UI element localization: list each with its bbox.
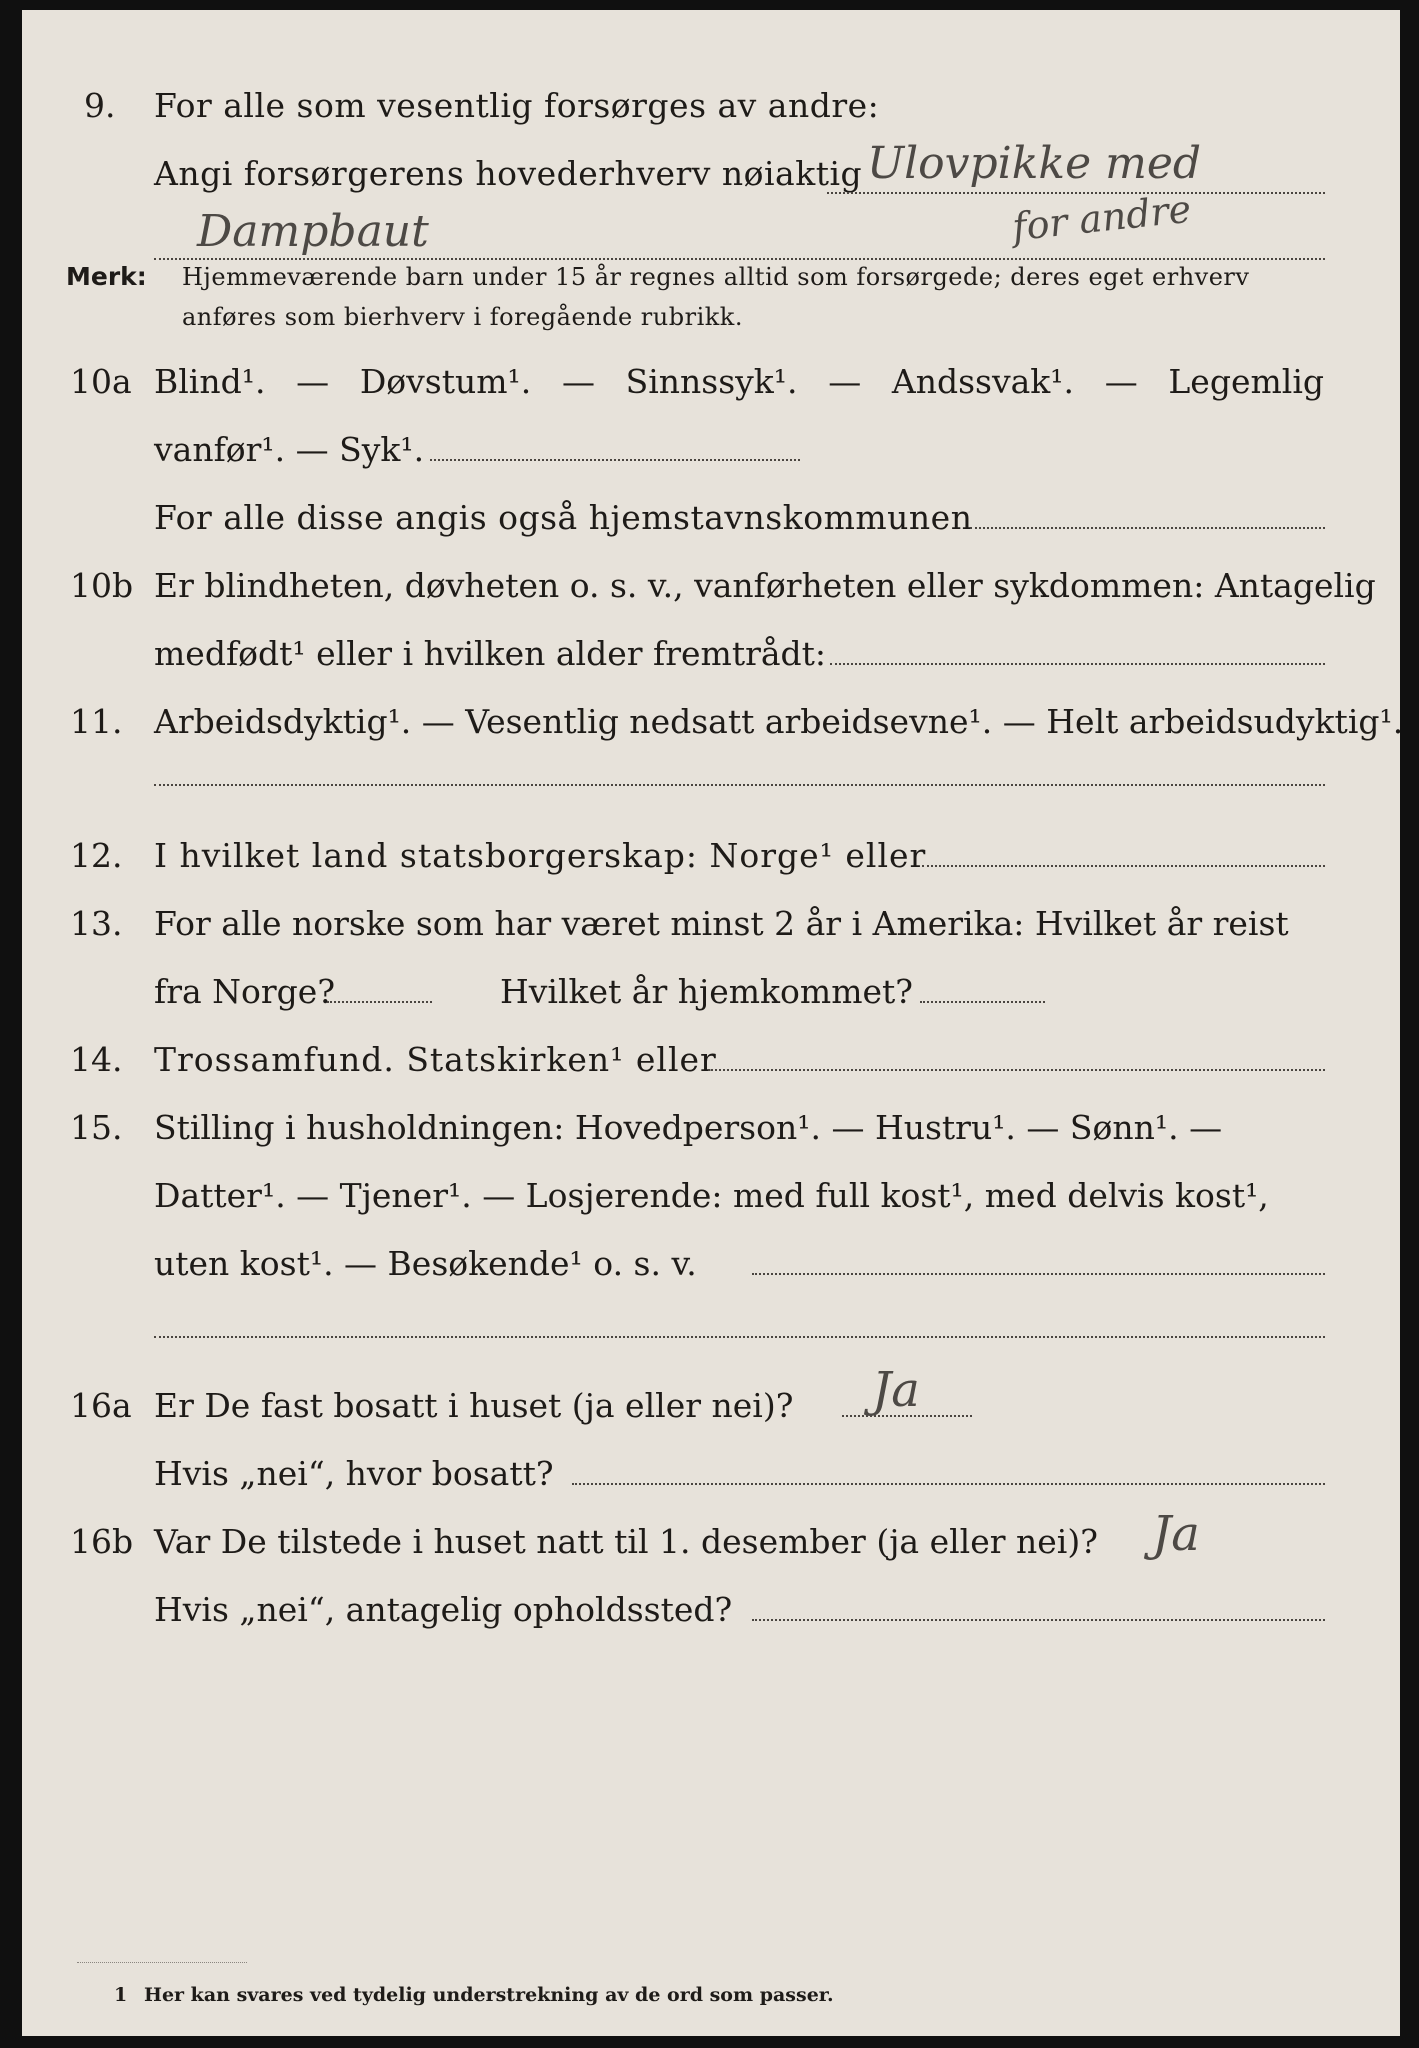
q16a-residence-rule bbox=[572, 1483, 1325, 1485]
q15-status-rule bbox=[752, 1273, 1325, 1275]
q12-country-rule bbox=[922, 865, 1325, 867]
q16b-line1: Var De tilstede i huset natt til 1. desember (ja eller nei)? bbox=[154, 1522, 1098, 1561]
q13-number: 13. bbox=[70, 904, 123, 943]
q15-line2: Datter¹. — Tjener¹. — Losjerende: med full kost¹, med delvis kost¹, bbox=[154, 1176, 1269, 1215]
q16b-location-rule bbox=[752, 1619, 1325, 1621]
q16a-line1: Er De fast bosatt i huset (ja eller nei)? bbox=[154, 1386, 794, 1425]
q10a-line3: For alle disse angis også hjemstavnskommunen bbox=[154, 498, 973, 537]
q14-line1: Trossamfund. Statskirken¹ eller bbox=[154, 1040, 717, 1079]
merk-line1: Hjemmeværende barn under 15 år regnes alltid som forsørgede; deres eget erhverv bbox=[182, 263, 1250, 291]
q9-handwritten-margin-note: for andre bbox=[1010, 186, 1194, 250]
q16b-handwritten-answer: Ja bbox=[1152, 1506, 1200, 1562]
q9-line2: Angi forsørgerens hovederhverv nøiaktig bbox=[154, 154, 863, 193]
q16b-line2: Hvis „nei“, antagelig opholdssted? bbox=[154, 1590, 733, 1629]
q11-line1: Arbeidsdyktig¹. — Vesentlig nedsatt arbeidsevne¹. — Helt arbeidsudyktig¹. bbox=[154, 702, 1404, 741]
q10a-sick-rule bbox=[430, 459, 800, 461]
footnote-text: Her kan svares ved tydelig understrekning av de ord som passer. bbox=[144, 1984, 834, 2006]
footnote-separator bbox=[77, 1962, 247, 1963]
q13-line2a: fra Norge? bbox=[154, 972, 336, 1011]
q10b-line2: medfødt¹ eller i hvilken alder fremtrådt: bbox=[154, 634, 827, 673]
q10a-number: 10a bbox=[70, 362, 132, 401]
q13-line1: For alle norske som har været minst 2 år i Amerika: Hvilket år reist bbox=[154, 904, 1289, 943]
q10a-line2: vanfør¹. — Syk¹. bbox=[154, 430, 425, 469]
q11-answer-rule bbox=[154, 784, 1325, 786]
q13-line2b: Hvilket år hjemkommet? bbox=[500, 972, 913, 1011]
q14-religion-rule bbox=[708, 1069, 1325, 1071]
q15-line1: Stilling i husholdningen: Hovedperson¹. — Hustru¹. — Sønn¹. — bbox=[154, 1108, 1223, 1147]
q16a-handwritten-answer: Ja bbox=[872, 1362, 920, 1418]
q13-return-rule bbox=[920, 1001, 1045, 1003]
q15-number: 15. bbox=[70, 1108, 123, 1147]
footnote-marker: 1 bbox=[114, 1984, 128, 2006]
q9-answer-line2-rule bbox=[154, 258, 1325, 260]
q10a-hometown-rule bbox=[970, 527, 1325, 529]
q16a-number: 16a bbox=[70, 1386, 132, 1425]
q15-extra-rule bbox=[154, 1336, 1325, 1338]
q14-number: 14. bbox=[70, 1040, 123, 1079]
q16a-line2: Hvis „nei“, hvor bosatt? bbox=[154, 1454, 554, 1493]
q10b-number: 10b bbox=[70, 566, 134, 605]
q16b-number: 16b bbox=[70, 1522, 134, 1561]
q12-number: 12. bbox=[70, 836, 123, 875]
q10b-age-rule bbox=[830, 663, 1325, 665]
q10b-line1: Er blindheten, døvheten o. s. v., vanførheten eller sykdommen: Antagelig bbox=[154, 566, 1376, 605]
q12-line1: I hvilket land statsborgerskap: Norge¹ eller bbox=[154, 836, 927, 875]
merk-line2: anføres som bierhverv i foregående rubrikk. bbox=[182, 303, 743, 331]
q10a-line1: Blind¹. — Døvstum¹. — Sinnssyk¹. — Andssvak¹. — Legemlig bbox=[154, 362, 1324, 401]
q9-answer-line1-rule bbox=[827, 192, 1325, 194]
merk-label: Merk: bbox=[66, 262, 147, 291]
q9-handwritten-answer-1: Ulovpikke med bbox=[867, 138, 1202, 189]
q11-number: 11. bbox=[70, 702, 123, 741]
q15-line3: uten kost¹. — Besøkende¹ o. s. v. bbox=[154, 1244, 697, 1283]
q9-line1: For alle som vesentlig forsørges av andre: bbox=[154, 86, 880, 125]
q9-handwritten-answer-2: Dampbaut bbox=[197, 206, 429, 257]
q13-departure-rule bbox=[327, 1001, 432, 1003]
q9-number: 9. bbox=[84, 86, 116, 125]
census-form-page bbox=[22, 10, 1404, 2036]
